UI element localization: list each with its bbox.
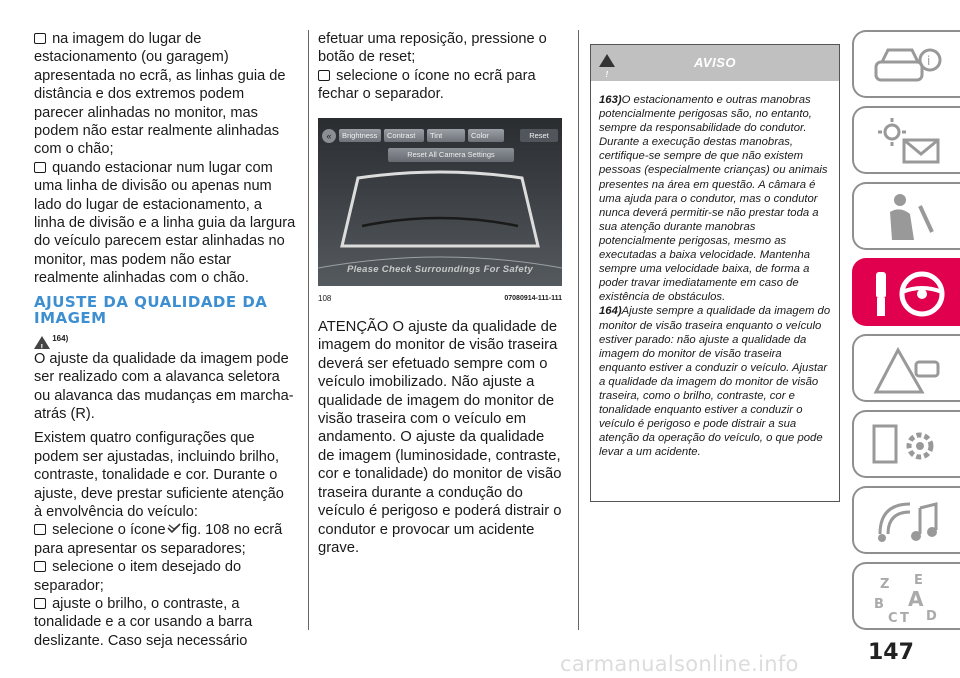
paragraph: efetuar uma reposição, pressione o botão de reset;: [318, 31, 547, 66]
tab-car-info[interactable]: [852, 30, 960, 98]
paragraph: [34, 159, 296, 288]
section-heading: AJUSTE DA QUALIDADE DA IMAGEM: [34, 292, 268, 327]
bullet-icon: [34, 524, 46, 535]
list-item-text: selecione o item desejado do separador;: [34, 559, 242, 594]
warning-ref-number: 164): [52, 333, 69, 343]
index-icon: [870, 570, 950, 626]
warning-reference: [34, 330, 296, 352]
warning-note-number: 164): [599, 305, 622, 318]
warning-column: [590, 44, 840, 502]
tab-multimedia[interactable]: [852, 486, 960, 554]
tab-emergency[interactable]: [852, 334, 960, 402]
paragraph-text: na imagem do lugar de estacionamento (ou garagem) apresentada no ecrã, as linhas guia de distância e dos extremos podem parecer alinhadas no monitor, mas podem não estar realmente alinhadas com o chão;: [34, 31, 286, 158]
warning-note: [599, 93, 831, 304]
multimedia-icon: [870, 494, 950, 550]
warning-triangle-icon: !: [34, 336, 50, 349]
tab-index[interactable]: [852, 562, 960, 630]
index-letter: E: [914, 573, 923, 588]
list-item-text: selecione o ícone: [52, 522, 166, 539]
list-item: [318, 67, 562, 104]
steering-key-icon: [870, 266, 950, 322]
paragraph: [34, 30, 296, 159]
figure-caption: [318, 290, 562, 308]
index-letter: A: [908, 587, 924, 611]
emergency-icon: [870, 342, 950, 398]
list-item: [34, 595, 296, 650]
figure-code: 07080914-111-111: [504, 294, 562, 302]
safety-warning-text: Please Check Surroundings For Safety: [346, 264, 534, 276]
warning-note-number: 163): [599, 94, 622, 106]
contrast-tab: Contrast: [384, 129, 424, 142]
maintenance-icon: [870, 418, 950, 474]
list-item-text: selecione o ícone no ecrã para fechar o separador.: [318, 67, 536, 103]
column-divider: [578, 30, 579, 630]
reset-button: Reset: [520, 129, 558, 142]
settings-icon: [166, 522, 182, 536]
index-letter: Z: [880, 577, 890, 592]
index-letter: D: [926, 609, 937, 624]
paragraph-text: quando estacionar num lugar com uma linha de divisão ou apenas num lado do lugar de estacionamento, a linha de divisão e a linha guia da largura do veículo parecem estar alinhadas no monitor, mas podem não estar realmente alinhadas com o chão.: [34, 159, 296, 287]
tab-warning-lights[interactable]: [852, 106, 960, 174]
index-letter: T: [900, 611, 909, 626]
bullet-icon: [34, 33, 46, 44]
index-letter: C: [888, 611, 898, 626]
color-tab: Color: [468, 129, 504, 142]
paragraph: O ajuste da qualidade da imagem pode ser realizado com a alavanca seletora ou alavanca das mudanças em marcha-atrás (R).: [34, 350, 294, 422]
column-divider: [308, 30, 309, 630]
reset-all-button: Reset All Camera Settings: [388, 148, 514, 162]
warning-note-text: O estacionamento e outras manobras potencialmente perigosas são, no entanto, sempre da responsabilidade do condutor. Durante a execução destas manobras, certifique-se sempre de que não existem pessoas (especialmente crianças) ou animais presentes na área em questão. A câmara é uma ajuda para o condutor, mas o condutor nunca deverá permitir-se não prestar toda a sua atenção durante manobras potencialmente perigosas, mesmo as executadas a baixa velocidade. Mantenha sempre uma velocidade baixa, de forma a poder travar imediatamente em caso de existência de obstáculos.: [599, 94, 828, 304]
warning-note: [599, 304, 831, 459]
warning-box-header: [591, 45, 839, 81]
warning-lights-icon: [870, 114, 950, 170]
tab-maintenance[interactable]: [852, 410, 960, 478]
svg-text:i: i: [927, 54, 931, 68]
tint-tab: Tint: [427, 129, 465, 142]
bullet-icon: [34, 561, 46, 572]
tab-steering-key[interactable]: [852, 258, 960, 326]
warning-box: [590, 44, 840, 502]
warning-note-text: Ajuste sempre a qualidade da imagem do monitor de visão traseira enquanto o veículo estiver parado: não ajuste a qualidade da imagem do monitor de visão traseira enquanto estiver a conduzir o veículo. Ajustar a qualidade da imagem do monitor de visão traseira, como o brilho, contraste, cor e tonalidade enquanto estiver a conduzir o veículo é perigoso e pode distrair a sua atenção da operação do veículo, o que pode levar a um acidente.: [599, 305, 831, 459]
warning-triangle-icon: !: [599, 54, 615, 67]
page-number: 147: [868, 640, 914, 665]
chapter-sidebar: [852, 30, 960, 638]
index-letter: B: [874, 597, 884, 612]
list-item: [34, 558, 296, 595]
bullet-icon: [34, 598, 46, 609]
tab-seatbelt-airbag[interactable]: [852, 182, 960, 250]
watermark: carmanualsonline.info: [560, 652, 799, 676]
paragraph: Existem quatro configurações que podem ser ajustadas, incluindo brilho, contraste, tonalidade e cor. Durante o ajuste, deve prestar suficiente atenção à envolvência do veículo:: [34, 430, 284, 520]
warning-box-body: [591, 81, 839, 459]
list-item: [34, 521, 296, 558]
paragraph: ATENÇÃO O ajuste da qualidade de imagem do monitor de visão traseira deverá ser efetuado sempre com o veículo imobilizado. Não ajuste a qualidade de imagem do monitor de visão traseira com o veículo em andamento. O ajuste da qualidade de imagem (luminosidade, contraste, cor e tonalidade) do monitor de visão traseira durante a condução do veículo é perigoso e poderá distrair o condutor e provocar um acidente grave.: [318, 319, 562, 556]
list-item-text: fig. 108 no ecrã para apresentar os separadores;: [34, 522, 283, 557]
list-item-text: ajuste o brilho, o contraste, a tonalidade e a cor usando a barra deslizante. Caso seja necessário: [34, 595, 253, 649]
camera-settings-figure: [318, 118, 562, 286]
back-icon: «: [322, 129, 336, 143]
column-2: [318, 30, 562, 557]
car-info-icon: [870, 38, 950, 94]
column-1: [34, 30, 296, 650]
figure-number: 108: [318, 293, 332, 303]
bullet-icon: [34, 162, 46, 173]
bullet-icon: [318, 70, 330, 81]
warning-box-title: AVISO: [694, 55, 736, 70]
seatbelt-airbag-icon: [870, 190, 950, 246]
brightness-tab: Brightness: [339, 129, 381, 142]
